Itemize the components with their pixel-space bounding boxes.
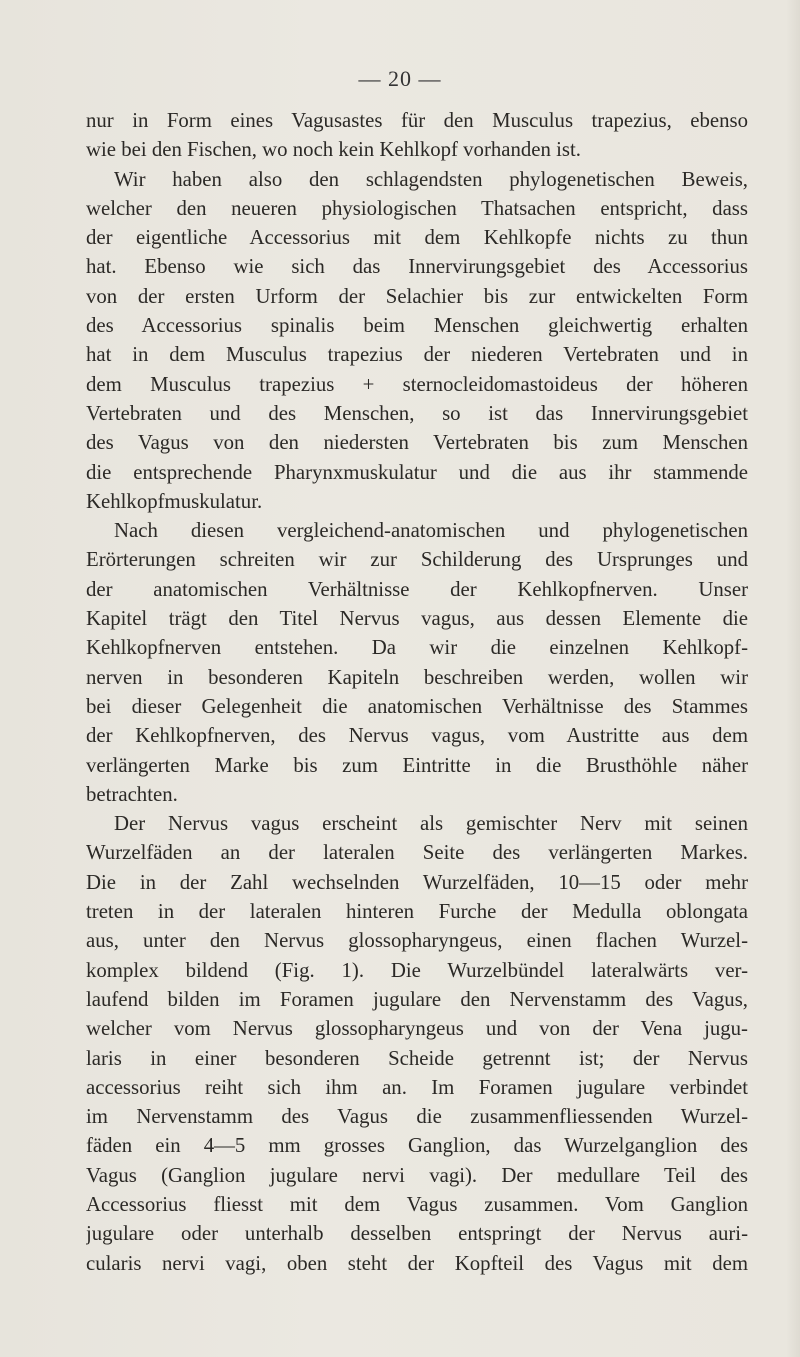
text-line: nur in Form eines Vagusastes für den Musculus trapezius, ebenso: [86, 109, 748, 132]
text-line: welcher den neueren physiologischen Thatsachen entspricht, dass: [86, 196, 748, 220]
page-edge-shadow: [786, 0, 800, 1357]
text-line: Vertebraten und des Menschen, so ist das Innervirungsgebiet: [86, 401, 748, 425]
text-line: accessorius reiht sich ihm an. Im Foramen jugulare verbindet: [86, 1075, 748, 1099]
text-line: hat in dem Musculus trapezius der niederen Vertebraten und in: [86, 343, 748, 367]
text-line: bei dieser Gelegenheit die anatomischen Verhältnisse des Stammes: [86, 694, 748, 718]
paragraph-2: [86, 165, 748, 517]
text-line: laufend bilden im Foramen jugulare den Nervenstamm des Vagus,: [86, 987, 748, 1011]
text-line: der anatomischen Verhältnisse der Kehlkopfnerven. Unser: [86, 577, 748, 601]
paragraph-4: [86, 809, 748, 1278]
text-line: jugulare oder unterhalb desselben entspringt der Nervus auri-: [86, 1222, 748, 1246]
text-line: Vagus (Ganglion jugulare nervi vagi). Der medullare Teil des: [86, 1163, 748, 1187]
text-line: Wir haben also den schlagendsten phylogenetischen Beweis,: [114, 167, 748, 191]
text-line: Nach diesen vergleichend-anatomischen und phylogenetischen: [114, 519, 748, 543]
paragraph-3: [86, 516, 748, 809]
text-line: komplex bildend (Fig. 1). Die Wurzelbündel lateralwärts ver-: [86, 958, 748, 982]
text-line: dem Musculus trapezius + sternocleidomastoideus der höheren: [86, 372, 748, 396]
text-line: Kapitel trägt den Titel Nervus vagus, aus dessen Elemente die: [86, 607, 748, 631]
text-line: nerven in besonderen Kapiteln beschreiben werden, wollen wir: [86, 665, 748, 689]
body-text: [86, 106, 748, 1278]
text-line: Kehlkopfmuskulatur.: [86, 489, 263, 513]
text-line: fäden ein 4—5 mm grosses Ganglion, das Wurzelganglion des: [86, 1134, 748, 1158]
text-line: Die in der Zahl wechselnden Wurzelfäden, 10—15 oder mehr: [86, 870, 748, 894]
text-line: im Nervenstamm des Vagus die zusammenfliessenden Wurzel-: [86, 1105, 748, 1129]
text-line: die entsprechende Pharynxmuskulatur und die aus ihr stammende: [86, 460, 748, 484]
text-line: Der Nervus vagus erscheint als gemischter Nerv mit seinen: [114, 812, 748, 836]
text-line: welcher vom Nervus glossopharyngeus und von der Vena jugu-: [86, 1017, 748, 1041]
text-line: des Accessorius spinalis beim Menschen gleichwertig erhalten: [86, 314, 748, 338]
text-line: des Vagus von den niedersten Vertebraten bis zum Menschen: [86, 431, 748, 455]
text-line: Erörterungen schreiten wir zur Schilderung des Ursprunges und: [86, 548, 748, 572]
text-line: der eigentliche Accessorius mit dem Kehlkopfe nichts zu thun: [86, 226, 748, 250]
text-line: verlängerten Marke bis zum Eintritte in die Brusthöhle näher: [86, 753, 748, 777]
text-line: von der ersten Urform der Selachier bis zur entwickelten Form: [86, 284, 748, 308]
text-line: aus, unter den Nervus glossopharyngeus, einen flachen Wurzel-: [86, 929, 748, 953]
text-line: betrachten.: [86, 782, 178, 806]
text-line: hat. Ebenso wie sich das Innervirungsgebiet des Accessorius: [86, 255, 748, 279]
text-line: Kehlkopfnerven entstehen. Da wir die einzelnen Kehlkopf-: [86, 636, 748, 660]
text-line: Accessorius fliesst mit dem Vagus zusammen. Vom Ganglion: [86, 1192, 748, 1216]
page-number: — 20 —: [358, 66, 442, 91]
text-line: der Kehlkopfnerven, des Nervus vagus, vom Austritte aus dem: [86, 724, 748, 748]
text-line: wie bei den Fischen, wo noch kein Kehlkopf vorhanden ist.: [86, 138, 581, 162]
paragraph-1: [86, 106, 748, 165]
text-line: laris in einer besonderen Scheide getrennt ist; der Nervus: [86, 1046, 748, 1070]
text-line: cularis nervi vagi, oben steht der Kopfteil des Vagus mit dem: [86, 1251, 748, 1275]
text-line: Wurzelfäden an der lateralen Seite des verlängerten Markes.: [86, 841, 748, 865]
text-line: treten in der lateralen hinteren Furche der Medulla oblongata: [86, 900, 748, 924]
